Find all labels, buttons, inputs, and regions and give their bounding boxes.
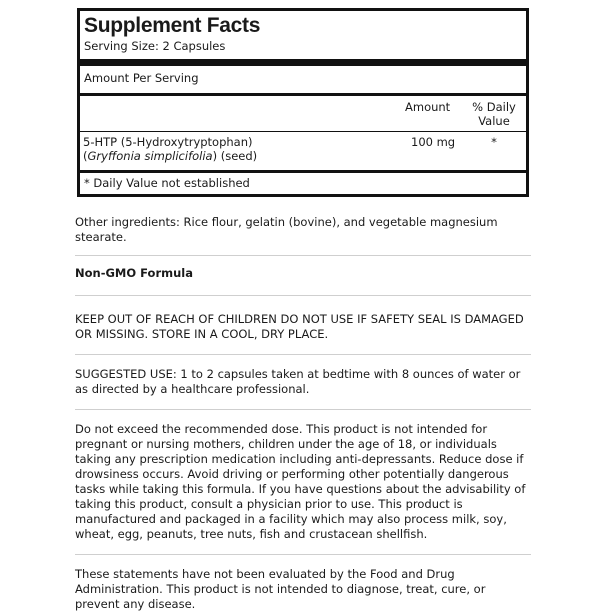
thick-rule [80, 59, 526, 66]
section-divider [75, 255, 531, 256]
ingredient-name-block [83, 135, 257, 163]
suggested-use: SUGGESTED USE: 1 to 2 capsules taken at bedtime with 8 ounces of water or as directed by a healthcare professional. [75, 367, 521, 396]
ingredient-row [80, 132, 526, 170]
fda-disclaimer: These statements have not been evaluated by the Food and Drug Administration. This product is not intended to diagnose, treat, cure, or prevent any disease. [75, 567, 486, 611]
section-divider [75, 554, 531, 555]
facts-title: Supplement Facts [84, 14, 261, 37]
amount-per-serving: Amount Per Serving [84, 71, 199, 85]
daily-value-footnote: * Daily Value not established [84, 176, 250, 190]
ingredient-daily-value: * [491, 135, 497, 149]
column-header-amount: Amount [405, 100, 451, 114]
supplement-facts-panel [77, 8, 529, 197]
label-page [75, 8, 531, 612]
section-divider [75, 295, 531, 296]
ingredient-source [83, 149, 257, 163]
section-divider [75, 409, 531, 410]
other-ingredients: Other ingredients: Rice flour, gelatin (bovine), and vegetable magnesium stearate. [75, 215, 498, 244]
facts-header-row [80, 96, 526, 131]
ingredient-name: 5-HTP (5-Hydroxytryptophan) [83, 135, 253, 149]
serving-size: Serving Size: 2 Capsules [84, 39, 226, 53]
column-header-daily-value: % Daily Value [472, 100, 516, 128]
ingredient-source-close: ) (seed) [212, 149, 258, 163]
ingredient-source-latin: Gryffonia simplicifolia [87, 149, 213, 163]
ingredient-amount: 100 mg [411, 135, 456, 149]
section-divider [75, 354, 531, 355]
warning-text: KEEP OUT OF REACH OF CHILDREN DO NOT USE IF SAFETY SEAL IS DAMAGED OR MISSING. STORE IN A COOL, DRY PLACE. [75, 312, 524, 341]
caution-text: Do not exceed the recommended dose. This product is not intended for pregnant or nursing mothers, children under the age of 18, or individuals taking any prescription medication including anti-depressants. Reduce dose if drowsiness occurs. Avoid driving or performing other potentially dangerous tasks while taking this formula. If you have questions about the advisability of taking this product, consult a physician prior to use. This product is manufactured and packaged in a facility which may also process milk, soy, wheat, egg, peanuts, tree nuts, fish and crustacean shellfish. [75, 422, 526, 541]
ingredient-source-open: ( [83, 149, 88, 163]
non-gmo-statement: Non-GMO Formula [75, 266, 193, 280]
